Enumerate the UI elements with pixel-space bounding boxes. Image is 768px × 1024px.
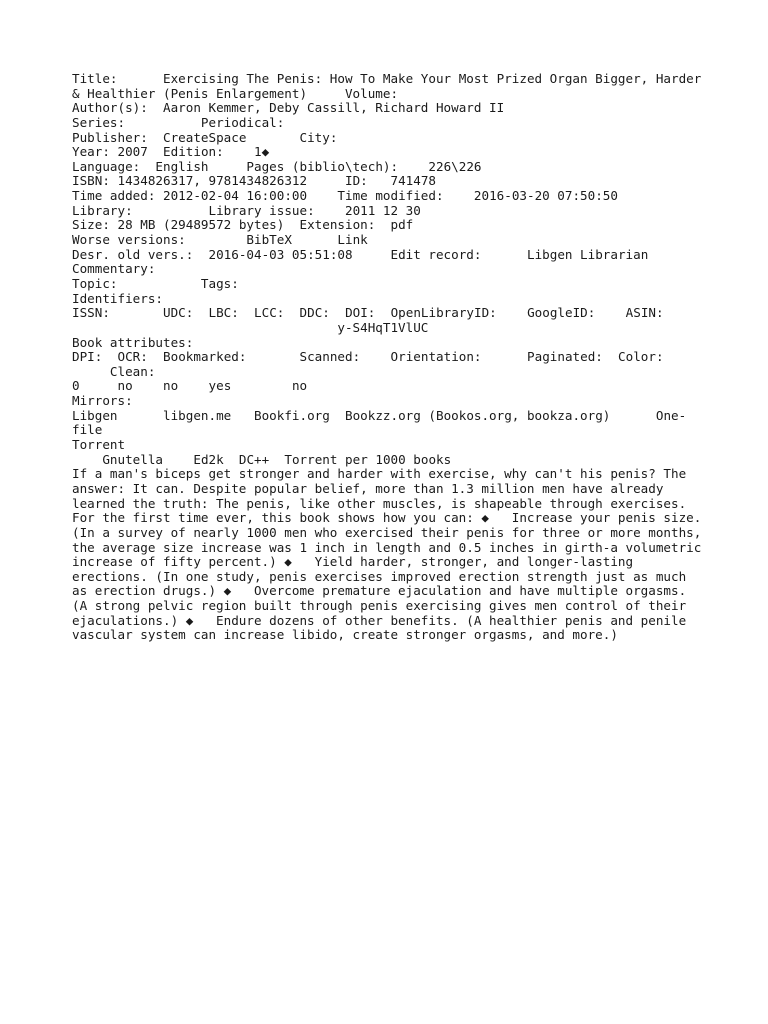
authors-label: Author(s): [72,100,148,116]
publisher-label: Publisher: [72,129,148,145]
commentary-row [72,262,712,277]
pages-label: Pages (biblio\tech): [246,158,399,174]
time-modified-label: Time modified: [337,188,444,204]
udc-label: UDC: [163,305,194,321]
issn-label: ISSN: [72,305,110,321]
description-line: increase of fifty percent.) ◆ Yield harder, stronger, and longer-lasting [72,554,634,570]
library-row [72,204,712,219]
bibtex-link[interactable]: BibTeX [246,232,292,248]
time-added-label: Time added: [72,188,156,204]
googleid-value: y-S4HqT1VlUC [337,319,429,335]
ddc-label: DDC: [299,305,330,321]
book-title-line1: Exercising The Penis: How To Make Your Most Prized Organ Bigger, Harder [163,71,702,86]
torrent-link[interactable]: Torrent [72,437,126,453]
language-label: Language: [72,158,141,174]
googleid-label: GoogleID: [527,305,596,321]
description-line: learned the truth: The penis, like other muscles, is shapeable through exercises. [72,495,687,511]
id-value: 741478 [390,173,436,189]
color-label: Color: [618,349,664,365]
identifier-labels-row [72,306,712,321]
lbc-label: LBC: [208,305,239,321]
torrent-per-1000-link[interactable]: Torrent per 1000 books [284,451,452,467]
ed2k-link[interactable]: Ed2k [193,451,224,467]
city-label: City: [299,129,338,145]
book-attributes-label: Book attributes: [72,334,194,350]
book-record [72,72,712,643]
bookmarked-label: Bookmarked: [163,349,247,365]
mirror-links-row [72,409,712,424]
year-label: Year: [72,144,110,160]
description-line: (In a survey of nearly 1000 men who exercised their penis for three or more months, [72,524,702,540]
mirror-libgen-link[interactable]: Libgen [72,407,118,423]
paginated-label: Paginated: [527,349,603,365]
pages-value: 226\226 [428,158,482,174]
identifier-values-row [72,321,712,336]
description-line: erections. (In one study, penis exercises improved erection strength just as much [72,568,687,584]
mirror-libgen-me-link[interactable]: libgen.me [163,407,232,423]
library-label: Library: [72,202,133,218]
desr-label: Desr. old vers.: [72,246,194,262]
time-added-value: 2012-02-04 16:00:00 [163,188,308,204]
description [72,467,712,643]
size-label: Size: [72,217,110,233]
ocr-label: OCR: [117,349,148,365]
dcpp-link[interactable]: DC++ [238,451,270,467]
topic-label: Topic: [72,275,118,291]
openlibrary-label: OpenLibraryID: [390,305,497,321]
worse-versions-label: Worse versions: [72,232,186,248]
extension-value: pdf [390,217,414,233]
orientation-value: no [291,378,308,394]
mirror-links-row-2 [72,423,712,438]
dpi-value: 0 [72,378,80,394]
mirrors-row [72,394,712,409]
p2p-links-row [72,453,712,468]
publisher-row [72,131,712,146]
mirror-bookzz-link[interactable]: Bookzz.org (Bookos.org, bookza.org) [345,407,611,423]
description-line: vascular system can increase libido, create stronger orgasms, and more.) [72,627,618,643]
doi-label: DOI: [345,305,376,321]
series-label: Series: [72,114,126,130]
size-row [72,218,712,233]
year-row [72,145,712,160]
commentary-label: Commentary: [72,261,156,277]
description-line: For the first time ever, this book shows how you can: ◆ Increase your penis size. [72,510,702,526]
language-value: English [155,158,209,174]
id-label: ID: [345,173,368,189]
identifiers-row [72,292,712,307]
edition-label: Edition: [163,144,224,160]
description-line: (A strong pelvic region built through penis exercising gives men control of their [72,598,687,614]
clean-label: Clean: [109,363,156,379]
tags-label: Tags: [200,275,239,291]
description-line: answer: It can. Despite popular belief, more than 1.3 million men have already [72,480,664,496]
language-row [72,160,712,175]
asin-label: ASIN: [625,305,664,321]
book-attributes-row [72,336,712,351]
library-issue-label: Library issue: [208,202,315,218]
attribute-labels-row [72,350,712,365]
identifiers-label: Identifiers: [72,290,163,306]
description-line: as erection drugs.) ◆ Overcome premature ejaculation and have multiple orgasms. [72,583,687,599]
topic-row [72,277,712,292]
authors-value: Aaron Kemmer, Deby Cassill, Richard Howard II [163,100,505,116]
edition-value: 1◆ [254,144,270,160]
attribute-values-row [72,379,712,394]
ocr-value: no [117,378,133,394]
publisher-value: CreateSpace [163,129,247,145]
scanned-value: yes [208,378,232,394]
dpi-label: DPI: [72,349,103,365]
torrent-row [72,438,712,453]
time-row [72,189,712,204]
time-modified-value: 2016-03-20 07:50:50 [473,188,618,204]
library-issue-value: 2011 12 30 [345,202,421,218]
edit-record-label: Edit record: [390,246,482,262]
series-row [72,116,712,131]
bookmarked-value: no [163,378,179,394]
volume-label: Volume: [344,85,399,101]
description-line: If a man's biceps get stronger and harder with exercise, why can't his penis? The [72,466,687,482]
worse-versions-row [72,233,712,248]
description-line: the average size increase was 1 inch in length and 0.5 inches in girth-a volumetric [72,539,702,555]
mirror-bookfi-link[interactable]: Bookfi.org [254,407,330,423]
mirror-onefile-link-cont[interactable]: file [72,422,103,438]
title-row [72,72,712,87]
scanned-label: Scanned: [299,349,361,365]
isbn-value: 1434826317, 9781434826312 [117,173,308,189]
isbn-row [72,174,712,189]
gnutella-link[interactable]: Gnutella [102,451,164,467]
year-value: 2007 [117,144,148,160]
book-title-line2: & Healthier (Penis Enlargement) [72,85,308,101]
lcc-label: LCC: [254,305,285,321]
desr-row [72,248,712,263]
periodical-label: Periodical: [200,114,285,130]
edit-record-link[interactable]: Libgen Librarian [526,246,649,262]
title-row-2 [72,87,712,102]
title-label: Title: [72,71,118,86]
isbn-label: ISBN: [72,173,110,189]
description-line: ejaculations.) ◆ Endure dozens of other benefits. (A healthier penis and penile [72,612,687,628]
extension-label: Extension: [299,217,376,233]
mirrors-label: Mirrors: [72,393,133,409]
link-link[interactable]: Link [337,232,368,248]
desr-value: 2016-04-03 05:51:08 [208,246,353,262]
attribute-labels-row-2 [72,365,712,380]
authors-row [72,101,712,116]
size-value: 28 MB (29489572 bytes) [117,217,285,233]
orientation-label: Orientation: [390,349,482,365]
mirror-onefile-link[interactable]: One- [655,407,687,423]
